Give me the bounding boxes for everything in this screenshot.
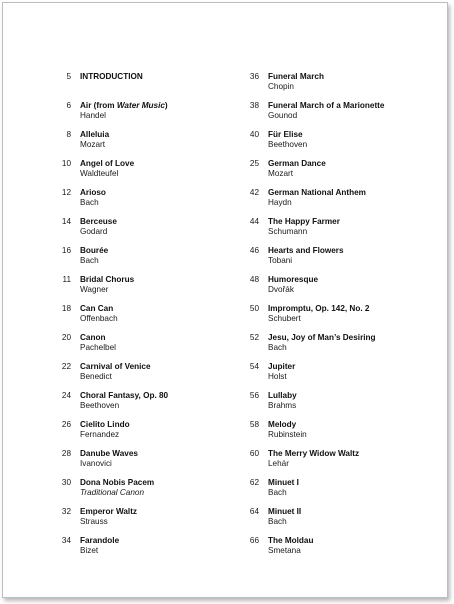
toc-entry xyxy=(55,159,245,188)
toc-entry xyxy=(241,159,441,188)
composer-name: Lehár xyxy=(268,459,289,468)
toc-entry xyxy=(241,478,441,507)
composer-name: Godard xyxy=(80,227,108,236)
piece-title: Minuet I xyxy=(268,478,299,487)
composer-name: Mozart xyxy=(268,169,294,178)
page-number: 54 xyxy=(249,362,259,371)
piece-title: Danube Waves xyxy=(80,449,138,458)
piece-title: Jesu, Joy of Man’s Desiring xyxy=(268,333,376,342)
piece-title: Angel of Love xyxy=(80,159,135,168)
toc-entry xyxy=(55,188,245,217)
toc-entry xyxy=(55,217,245,246)
toc-entry xyxy=(55,391,245,420)
page-number: 14 xyxy=(61,217,71,226)
composer-name: Strauss xyxy=(80,517,108,526)
composer-name: Bach xyxy=(268,488,287,497)
page-number: 58 xyxy=(249,420,259,429)
toc-entry xyxy=(241,130,441,159)
page-number: 11 xyxy=(62,275,71,284)
page-number: 36 xyxy=(249,72,259,81)
contents-page xyxy=(2,2,448,598)
toc-entry xyxy=(55,536,245,565)
page-number: 40 xyxy=(249,130,259,139)
page-number: 32 xyxy=(61,507,71,516)
composer-name: Waldteufel xyxy=(80,169,119,178)
piece-title: Canon xyxy=(80,333,106,342)
piece-title: Emperor Waltz xyxy=(80,507,138,516)
page-number: 20 xyxy=(61,333,71,342)
toc-entry xyxy=(55,130,245,159)
piece-title: The Merry Widow Waltz xyxy=(268,449,360,458)
composer-name: Bach xyxy=(268,343,287,352)
page-number: 62 xyxy=(249,478,259,487)
page-number: 42 xyxy=(249,188,259,197)
piece-title: Cielito Lindo xyxy=(80,420,130,429)
page-number: 12 xyxy=(61,188,71,197)
toc-entry xyxy=(55,101,245,130)
page-number: 50 xyxy=(249,304,259,313)
toc-entry xyxy=(241,507,441,536)
toc-entry xyxy=(241,188,441,217)
toc-entry xyxy=(55,449,245,478)
piece-title: Farandole xyxy=(80,536,120,545)
page-number: 30 xyxy=(61,478,71,487)
piece-title: Jupiter xyxy=(268,362,296,371)
piece-title: Bourée xyxy=(80,246,109,255)
composer-name: Schumann xyxy=(268,227,308,236)
composer-name: Gounod xyxy=(268,111,298,120)
toc-entry xyxy=(241,449,441,478)
piece-title: Alleluia xyxy=(80,130,110,139)
composer-name: Schubert xyxy=(268,314,301,323)
toc-entry xyxy=(241,101,441,130)
piece-title: Melody xyxy=(268,420,297,429)
piece-title: Arioso xyxy=(80,188,106,197)
composer-name: Pachelbel xyxy=(80,343,116,352)
toc-entry xyxy=(55,275,245,304)
page-number: 5 xyxy=(66,72,71,81)
toc-entry xyxy=(241,420,441,449)
page-number: 24 xyxy=(61,391,71,400)
piece-title: The Moldau xyxy=(268,536,314,545)
piece-title: INTRODUCTION xyxy=(80,72,143,81)
piece-title: Carnival of Venice xyxy=(80,362,151,371)
composer-name: Offenbach xyxy=(80,314,118,323)
piece-title: Hearts and Flowers xyxy=(268,246,344,255)
composer-name: Wagner xyxy=(80,285,109,294)
composer-name: Dvořák xyxy=(268,285,294,294)
composer-name: Benedict xyxy=(80,372,112,381)
composer-name: Smetana xyxy=(268,546,301,555)
piece-title: The Happy Farmer xyxy=(268,217,340,226)
composer-name: Bizet xyxy=(80,546,99,555)
piece-title: Can Can xyxy=(80,304,114,313)
toc-entry xyxy=(241,304,441,333)
page-number: 34 xyxy=(61,536,71,545)
piece-title: Choral Fantasy, Op. 80 xyxy=(80,391,169,400)
composer-name: Beethoven xyxy=(268,140,308,149)
composer-name: Beethoven xyxy=(80,401,120,410)
toc-entry xyxy=(241,275,441,304)
page-number: 18 xyxy=(61,304,71,313)
contents-column-left xyxy=(55,72,245,565)
toc-entry xyxy=(55,362,245,391)
piece-title: Air (from Water Music) xyxy=(80,101,168,110)
toc-entry xyxy=(55,507,245,536)
piece-title: Bridal Chorus xyxy=(80,275,135,284)
toc-entry xyxy=(55,333,245,362)
composer-name: Fernandez xyxy=(80,430,120,439)
piece-title: Dona Nobis Pacem xyxy=(80,478,155,487)
page-number: 10 xyxy=(61,159,71,168)
composer-name: Bach xyxy=(268,517,287,526)
page-number: 48 xyxy=(249,275,259,284)
composer-name: Rubinstein xyxy=(268,430,307,439)
page-number: 46 xyxy=(249,246,259,255)
piece-title: Humoresque xyxy=(268,275,319,284)
composer-name: Handel xyxy=(80,111,106,120)
piece-title: Impromptu, Op. 142, No. 2 xyxy=(268,304,370,313)
toc-entry xyxy=(55,72,245,101)
composer-name: Ivanovici xyxy=(80,459,112,468)
composer-name: Chopin xyxy=(268,82,294,91)
piece-title: Funeral March xyxy=(268,72,324,81)
page-number: 22 xyxy=(61,362,71,371)
composer-name: Brahms xyxy=(268,401,297,410)
piece-title-italic: Water Music xyxy=(116,101,165,110)
toc-entry xyxy=(241,391,441,420)
page-number: 28 xyxy=(61,449,71,458)
toc-entry xyxy=(241,246,441,275)
page-number: 16 xyxy=(61,246,71,255)
piece-title: Berceuse xyxy=(80,217,117,226)
toc-entry xyxy=(55,478,245,507)
piece-title: Minuet II xyxy=(268,507,302,516)
composer-name: Tobani xyxy=(268,256,293,265)
page-number: 44 xyxy=(249,217,259,226)
composer-name: Holst xyxy=(268,372,287,381)
toc-entry xyxy=(241,333,441,362)
piece-title: German National Anthem xyxy=(268,188,366,197)
piece-title: Für Elise xyxy=(268,130,303,139)
composer-name: Bach xyxy=(80,198,99,207)
piece-title: German Dance xyxy=(268,159,326,168)
page-number: 60 xyxy=(249,449,259,458)
toc-entry xyxy=(55,246,245,275)
toc-entry xyxy=(241,536,441,565)
toc-entry xyxy=(241,362,441,391)
page-number: 8 xyxy=(66,130,71,139)
toc-entry xyxy=(55,304,245,333)
page-number: 64 xyxy=(249,507,259,516)
composer-name: Mozart xyxy=(80,140,106,149)
contents-column-right xyxy=(241,72,441,565)
composer-name: Haydn xyxy=(268,198,292,207)
toc-entry xyxy=(55,420,245,449)
page-number: 38 xyxy=(249,101,259,110)
toc-entry xyxy=(241,72,441,101)
page-number: 25 xyxy=(249,159,259,168)
page-number: 26 xyxy=(61,420,71,429)
composer-name: Traditional Canon xyxy=(80,488,145,497)
piece-title: Lullaby xyxy=(268,391,297,400)
composer-name: Bach xyxy=(80,256,99,265)
toc-entry xyxy=(241,217,441,246)
page-number: 52 xyxy=(249,333,259,342)
piece-title: Funeral March of a Marionette xyxy=(268,101,385,110)
page-number: 56 xyxy=(249,391,259,400)
page-number: 66 xyxy=(249,536,259,545)
page-number: 6 xyxy=(66,101,71,110)
